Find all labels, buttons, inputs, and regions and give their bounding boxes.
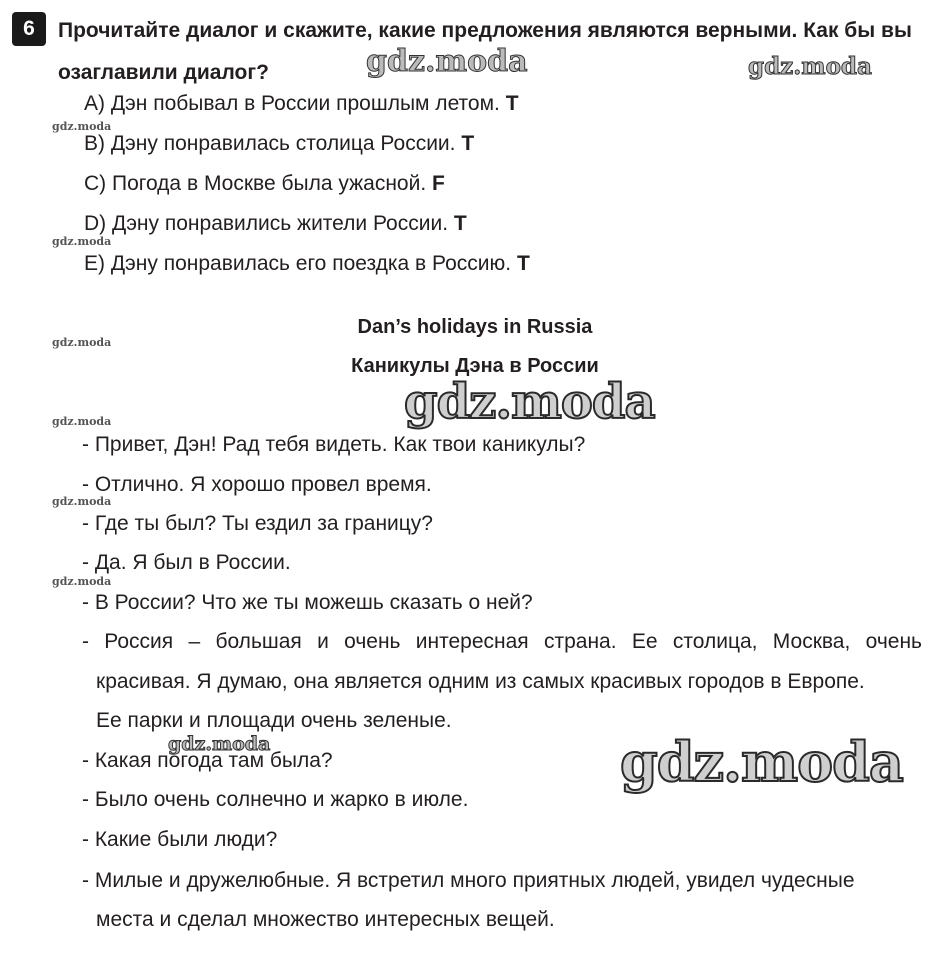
dialog-line: - Какая погода там была? [82,749,333,772]
dialog-line: - Милые и дружелюбные. Я встретил много приятных людей, увидел чудесные [82,869,855,892]
task-number-badge: 6 [12,12,46,46]
dialog-title-russian: Каникулы Дэна в России [351,355,599,377]
watermark-logo: gdz.moda [52,415,112,428]
answer-mark: F [432,172,445,195]
dialog-line-continuation: красивая. Я думаю, она является одним из самых красивых городов в Европе. [96,670,865,693]
watermark-logo: gdz.moda [52,575,112,588]
answer-mark: T [516,252,530,275]
dialog-title-english: Dan’s holidays in Russia [357,316,593,338]
answer-mark: T [453,212,467,235]
watermark-logo: gdz.moda [404,374,655,430]
statement-b: B) Дэну понравилась столица России. T [84,132,475,155]
dialog-line: - Было очень солнечно и жарко в июле. [82,788,469,811]
watermark-logo: gdz.moda [748,53,872,80]
watermark-logo: gdz.moda [52,120,112,133]
dialog-line-continuation: места и сделал множество интересных вещей. [96,908,555,931]
answer-mark: T [505,92,519,115]
dialog-line: - Где ты был? Ты ездил за границу? [82,512,433,535]
statement-d: D) Дэну понравились жители России. T [84,212,467,235]
dialog-line: - Да. Я был в России. [82,551,291,574]
watermark-logo: gdz.moda [168,733,271,755]
watermark-logo: gdz.moda [52,336,112,349]
dialog-line: - Какие были люди? [82,828,278,851]
dialog-line: - В России? Что же ты можешь сказать о ней? [82,591,533,614]
watermark-logo: gdz.moda [52,495,112,508]
watermark-logo: gdz.moda [366,44,528,79]
watermark-logo: gdz.moda [620,730,903,794]
statement-c: C) Погода в Москве была ужасной. F [84,172,445,195]
task-instruction: Прочитайте диалог и скажите, какие предложения являются верными. Как бы вы озаглавили диалог? [58,19,912,84]
dialog-line: - Привет, Дэн! Рад тебя видеть. Как твои каникулы? [82,433,586,456]
dialog-line-continuation: Ее парки и площади очень зеленые. [96,709,452,732]
statement-e: E) Дэну понравилась его поездка в Россию. T [84,252,530,275]
dialog-line: - Россия – большая и очень интересная страна. Ее столица, Москва, очень [82,630,922,653]
statement-a: A) Дэн побывал в России прошлым летом. T [84,92,519,115]
answer-mark: T [461,132,475,155]
watermark-logo: gdz.moda [52,235,112,248]
dialog-line: - Отлично. Я хорошо провел время. [82,473,432,496]
